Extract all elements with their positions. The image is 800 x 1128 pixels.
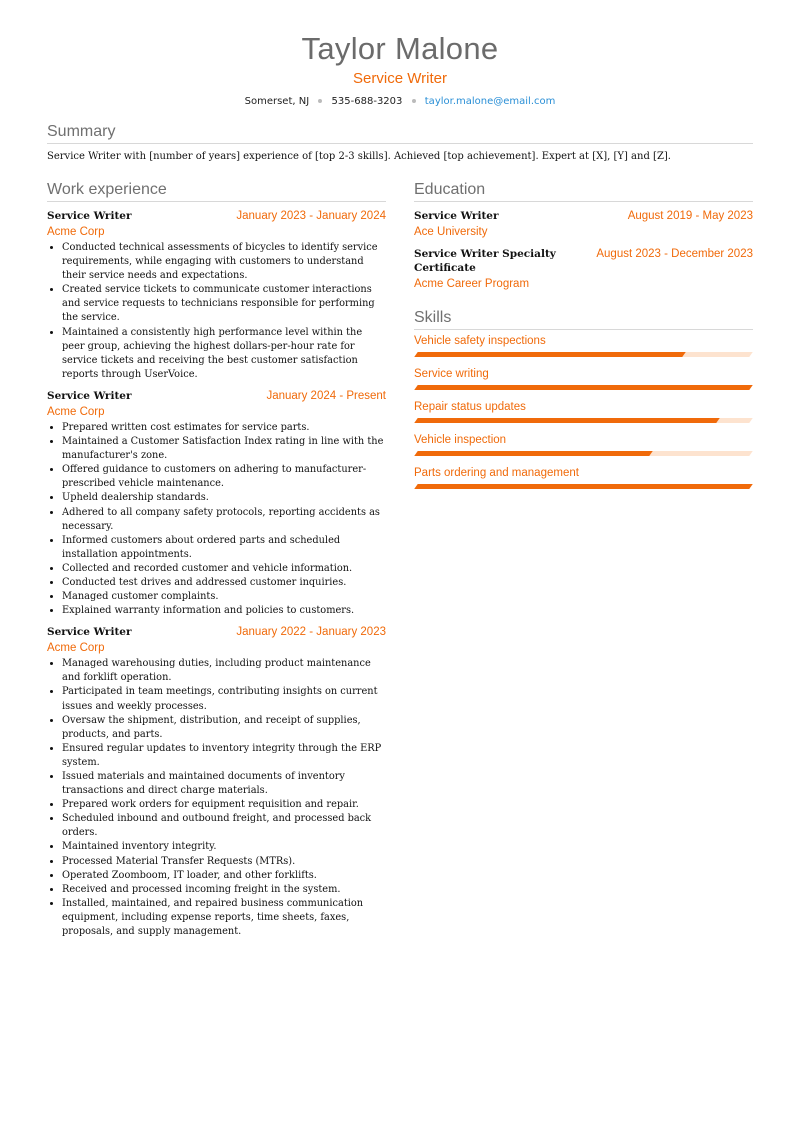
job-header bbox=[47, 389, 386, 403]
skill-level-track bbox=[414, 385, 753, 390]
skill-level-track bbox=[414, 352, 753, 357]
skill-entry bbox=[414, 465, 753, 489]
job-bullet-list bbox=[47, 421, 386, 618]
job-bullet: • Explained warranty information and policies to customers. bbox=[62, 604, 386, 618]
separator-dot-icon bbox=[412, 99, 416, 103]
phone-text: 535-688-3203 bbox=[331, 96, 403, 107]
skill-level-fill bbox=[414, 484, 753, 489]
education-header bbox=[414, 247, 753, 275]
candidate-title: Service Writer bbox=[353, 70, 447, 87]
skill-level-track bbox=[414, 484, 753, 489]
job-bullet: • Processed Material Transfer Requests (MTRs). bbox=[62, 855, 386, 869]
job-bullet: • Managed warehousing duties, including product maintenance and forklift operation. bbox=[62, 657, 386, 685]
summary-section bbox=[47, 122, 753, 164]
education-dates: August 2023 - December 2023 bbox=[596, 248, 753, 260]
skill-entry bbox=[414, 333, 753, 357]
education-section bbox=[414, 180, 753, 292]
job-bullet: • Ensured regular updates to inventory integrity through the ERP system. bbox=[62, 742, 386, 770]
job-bullet: • Managed customer complaints. bbox=[62, 590, 386, 604]
job-company: Acme Corp bbox=[47, 405, 105, 418]
education-degree: Service Writer bbox=[414, 210, 499, 222]
job-bullet: • Issued materials and maintained documents of inventory transactions and direct charge materials. bbox=[62, 770, 386, 798]
skill-entry bbox=[414, 366, 753, 390]
job-bullet: • Oversaw the shipment, distribution, and receipt of supplies, products, and parts. bbox=[62, 714, 386, 742]
job-dates: January 2022 - January 2023 bbox=[236, 626, 386, 639]
skill-label: Repair status updates bbox=[414, 401, 526, 413]
job-list bbox=[47, 209, 386, 939]
skill-level-track bbox=[414, 418, 753, 423]
job-bullet-list bbox=[47, 241, 386, 382]
work-experience-heading: Work experience bbox=[47, 180, 386, 202]
skill-level-track bbox=[414, 451, 753, 456]
education-list bbox=[414, 209, 753, 292]
summary-heading: Summary bbox=[47, 122, 753, 144]
skill-label: Vehicle safety inspections bbox=[414, 335, 546, 347]
email-link[interactable]: taylor.malone@email.com bbox=[424, 96, 556, 107]
job-entry bbox=[47, 209, 386, 382]
job-bullet: • Received and processed incoming freight in the system. bbox=[62, 883, 386, 897]
job-bullet: • Installed, maintained, and repaired business communication equipment, including expense reports, time sheets, faxes, proposals, and supply management. bbox=[62, 897, 386, 939]
job-role: Service Writer bbox=[47, 210, 132, 222]
job-dates: January 2024 - Present bbox=[266, 389, 386, 402]
contact-line bbox=[0, 95, 800, 109]
job-company: Acme Corp bbox=[47, 642, 105, 655]
job-bullet: • Prepared written cost estimates for service parts. bbox=[62, 421, 386, 435]
education-school: Ace University bbox=[414, 226, 488, 238]
job-bullet: • Maintained a consistently high performance level within the peer group, achieving the highest dollars-per-hour rate for service tickets and receiving the best customer satisfaction reports through UserVoice. bbox=[62, 326, 386, 382]
job-entry bbox=[47, 389, 386, 618]
skill-level-fill bbox=[414, 352, 686, 357]
skill-level-fill bbox=[414, 418, 719, 423]
job-bullet: • Collected and recorded customer and vehicle information. bbox=[62, 562, 386, 576]
education-entry bbox=[414, 209, 753, 240]
job-dates: January 2023 - January 2024 bbox=[236, 210, 386, 222]
resume-header bbox=[0, 30, 800, 109]
work-experience-section bbox=[47, 180, 386, 939]
job-bullet: • Prepared work orders for equipment requisition and repair. bbox=[62, 798, 386, 812]
job-bullet: • Offered guidance to customers on adhering to manufacturer-prescribed vehicle maintenance. bbox=[62, 463, 386, 491]
job-entry bbox=[47, 625, 386, 939]
skill-label: Vehicle inspection bbox=[414, 434, 507, 446]
job-bullet: • Created service tickets to communicate customer interactions and service requests to technicians responsible for performing the service. bbox=[62, 283, 386, 325]
education-header bbox=[414, 209, 753, 223]
location-text: Somerset, NJ bbox=[244, 96, 310, 107]
education-school: Acme Career Program bbox=[414, 278, 530, 290]
job-role: Service Writer bbox=[47, 626, 132, 639]
job-bullet: • Conducted test drives and addressed customer inquiries. bbox=[62, 576, 386, 590]
job-bullet: • Adhered to all company safety protocols, reporting accidents as necessary. bbox=[62, 506, 386, 534]
skills-section bbox=[414, 308, 753, 489]
job-bullet: • Participated in team meetings, contributing insights on current issues and weekly processes. bbox=[62, 685, 386, 713]
job-header bbox=[47, 209, 386, 223]
skill-level-fill bbox=[414, 385, 753, 390]
right-column bbox=[414, 180, 753, 498]
education-heading: Education bbox=[414, 180, 753, 202]
summary-text: Service Writer with [number of years] experience of [top 2-3 skills]. Achieved [top achievement]. Expert at [X], [Y] and [Z]. bbox=[47, 151, 671, 162]
skills-heading: Skills bbox=[414, 308, 753, 330]
job-bullet: • Maintained a Customer Satisfaction Index rating in line with the manufacturer's zone. bbox=[62, 435, 386, 463]
job-bullet: • Upheld dealership standards. bbox=[62, 491, 386, 505]
job-bullet: • Informed customers about ordered parts and scheduled installation appointments. bbox=[62, 534, 386, 562]
job-header bbox=[47, 625, 386, 639]
skill-entry bbox=[414, 432, 753, 456]
education-dates: August 2019 - May 2023 bbox=[627, 210, 753, 222]
job-bullet: • Operated Zoomboom, IT loader, and other forklifts. bbox=[62, 869, 386, 883]
job-bullet: • Conducted technical assessments of bicycles to identify service requirements, while engaging with customers to understand their service needs and expectations. bbox=[62, 241, 386, 283]
skill-label: Service writing bbox=[414, 368, 489, 380]
separator-dot-icon bbox=[318, 99, 322, 103]
job-company: Acme Corp bbox=[47, 226, 105, 238]
job-bullet: • Scheduled inbound and outbound freight, and processed back orders. bbox=[62, 812, 386, 840]
job-bullet-list bbox=[47, 657, 386, 939]
job-bullet: • Maintained inventory integrity. bbox=[62, 840, 386, 854]
candidate-name: Taylor Malone bbox=[301, 31, 499, 66]
education-entry bbox=[414, 247, 753, 292]
skill-label: Parts ordering and management bbox=[414, 467, 579, 479]
education-degree: Service Writer Specialty Certificate bbox=[414, 248, 556, 274]
skill-entry bbox=[414, 399, 753, 423]
skills-list bbox=[414, 333, 753, 489]
skill-level-fill bbox=[414, 451, 652, 456]
job-role: Service Writer bbox=[47, 389, 132, 402]
